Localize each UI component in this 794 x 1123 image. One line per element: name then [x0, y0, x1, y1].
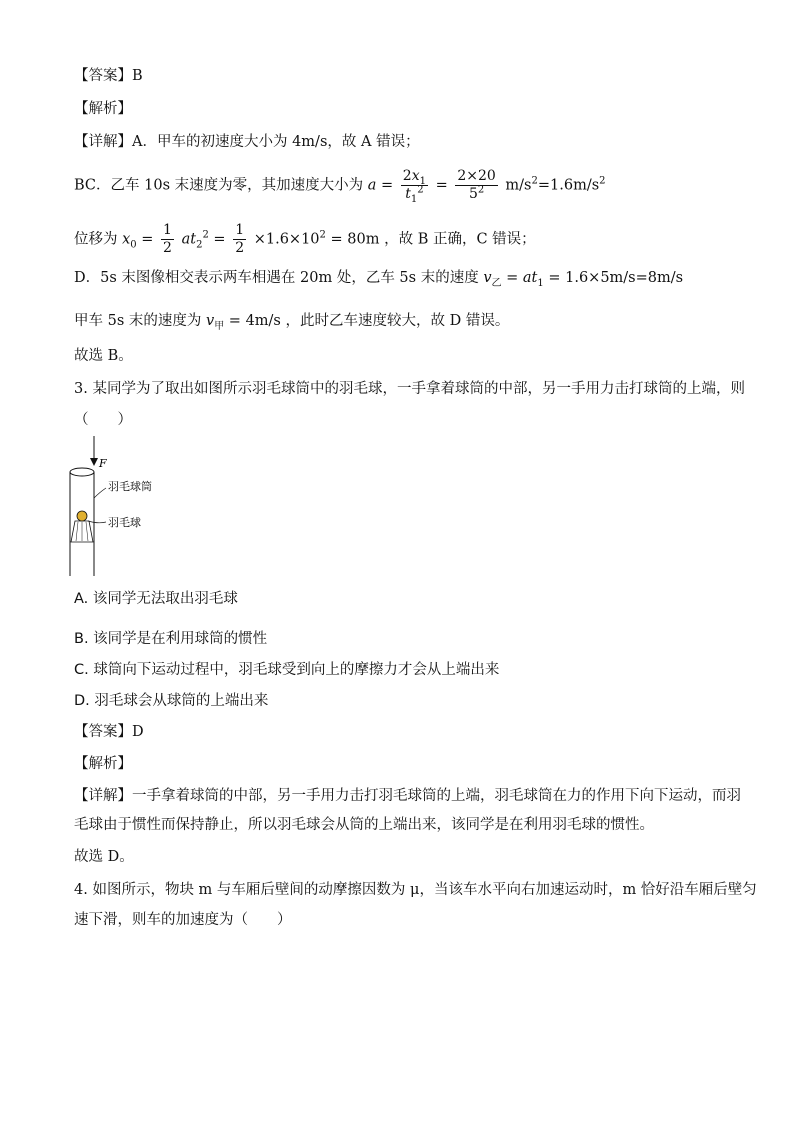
q3-option-a: A. 该同学无法取出羽毛球 [74, 591, 238, 607]
q3-option-b: B. 该同学是在利用球筒的惯性 [74, 631, 268, 647]
q2-choose: 故选 B。 [74, 348, 133, 364]
q2-bc-line: BC．乙车 10s 末速度为零，其加速度大小为 a = $\frac{2x_1}{t_1^2}$ = $\frac{2\times 20}{5^2}$ $m/s^2=1.6m/s^2$ [74, 168, 606, 205]
fraction-1: $\frac{2x_1}{t_1^2}$ [402, 168, 426, 205]
q2-d-line: D．5s 末图像相交表示两车相遇在 20m 处，乙车 5s 末的速度 $v_乙 = at_1 = 1.6\times 5m/s=8m/s$ [74, 270, 684, 289]
jia-prefix: 甲车 5s 末的速度为 [74, 313, 202, 329]
d-line-text: D．5s 末图像相交表示两车相遇在 20m 处，乙车 5s 末的速度 [74, 270, 479, 286]
ball-label: 羽毛球 [108, 516, 141, 529]
q3-answer: 【答案】D [74, 724, 144, 740]
q3-detail-line1: 【详解】一手拿着球筒的中部，另一手用力击打羽毛球筒的上端，羽毛球筒在力的作用下向下运动，而羽 [74, 788, 741, 804]
disp-prefix: 位移为 [74, 231, 118, 248]
q4-stem-line1: 4. 如图所示，物块 m 与车厢后壁间的动摩擦因数为 μ，当该车水平向右加速运动时，m 恰好沿车厢后壁匀 [74, 882, 757, 898]
q2-displacement-line: 位移为 $x_0$ = $\frac{1}{2}$ $at_2^2$ = $\frac{1}{2}$ $\times 1.6\times 10^2 = 80m$ ，故 B 正确，C 错误； [74, 222, 536, 256]
q3-stem-line1: 3. 某同学为了取出如图所示羽毛球筒中的羽毛球，一手拿着球筒的中部，另一手用力击打球筒的上端，则 [74, 381, 745, 397]
q2-jia-line: 甲车 5s 末的速度为 $v_甲 = 4m/s$ ，此时乙车速度较大，故 D 错误。 [74, 313, 510, 332]
q4-stem-line2: 速下滑，则车的加速度为（ ） [74, 912, 292, 928]
bc-prefix: BC．乙车 10s 末速度为零，其加速度大小为 [74, 177, 364, 194]
q3-stem-line2: （ ） [74, 412, 132, 428]
q2-analysis-heading: 【解析】 [74, 101, 132, 117]
q2-answer: 【答案】B [74, 68, 143, 84]
q3-detail-line2: 毛球由于惯性而保持静止，所以羽毛球会从筒的上端出来，该同学是在利用羽毛球的惯性。 [74, 817, 654, 833]
q2-detail-a: 【详解】A．甲车的初速度大小为 4m/s，故 A 错误； [74, 134, 420, 150]
jia-suffix: ，此时乙车速度较大，故 D 错误。 [285, 313, 510, 329]
tube-label: 羽毛球筒 [108, 480, 152, 493]
badminton-tube-figure [60, 436, 200, 582]
q3-option-d: D. 羽毛球会从球筒的上端出来 [74, 693, 269, 709]
q3-option-c: C. 球筒向下运动过程中，羽毛球受到向上的摩擦力才会从上端出来 [74, 662, 500, 678]
force-label: F [99, 457, 107, 470]
q3-analysis-heading: 【解析】 [74, 756, 132, 772]
fraction-2: $\frac{2\times 20}{5^2}$ [457, 168, 496, 202]
q3-choose: 故选 D。 [74, 849, 134, 865]
